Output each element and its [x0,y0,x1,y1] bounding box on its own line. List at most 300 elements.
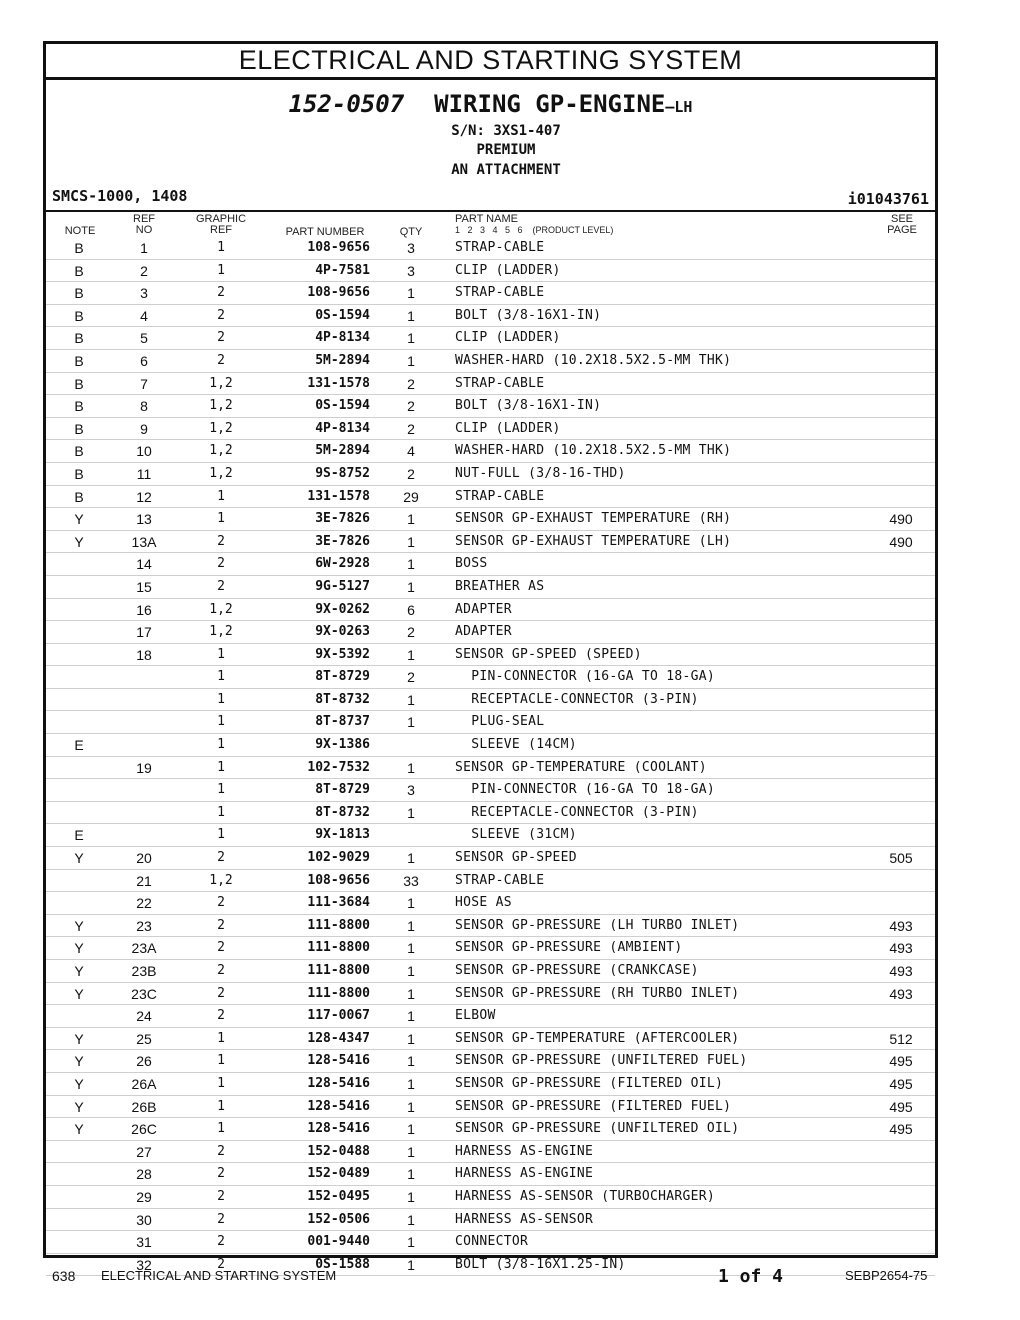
row-graphic-ref: 2 [217,963,225,978]
row-see-page: 495 [889,1075,913,1092]
row-part-number: 9X-1386 [315,737,370,753]
col-see-bottom: PAGE [887,224,917,236]
row-graphic-ref: 1,2 [209,601,233,617]
table-row [46,395,935,418]
table-row [46,689,935,712]
row-note: B [74,420,84,437]
table-row [46,1028,935,1051]
row-part-name: BOLT (3/8-16X1-IN) [455,307,602,323]
table-row [46,486,935,509]
row-ref-no: 15 [136,578,152,595]
row-graphic-ref: 1,2 [209,872,233,888]
row-ref-no: 26A [131,1075,157,1092]
row-qty: 29 [403,488,419,505]
row-ref-no: 13A [131,533,157,550]
row-part-name: SLEEVE (31CM) [455,827,577,843]
row-note: B [74,285,84,302]
row-ref-no: 4 [140,307,148,324]
row-qty: 1 [407,1075,415,1092]
table-row [46,1005,935,1028]
row-ref-no: 9 [140,420,148,437]
row-part-number: 8T-8729 [315,669,370,685]
row-qty: 1 [407,330,415,347]
group-header [46,80,935,210]
table-row [46,1209,935,1232]
table-row [46,463,935,486]
row-qty: 1 [407,963,415,979]
table-row [46,847,935,870]
col-part-name [455,214,613,236]
row-graphic-ref: 1 [217,488,225,504]
table-row [46,418,935,441]
row-part-number: 9X-5392 [315,646,370,662]
col-ref-bottom: NO [135,224,153,236]
table-row [46,1096,935,1119]
row-note: Y [74,1121,84,1138]
row-part-name: STRAP-CABLE [455,240,545,255]
row-qty: 2 [407,624,415,641]
row-see-page: 493 [889,917,913,934]
row-qty: 1 [407,850,415,867]
table-row [46,305,935,328]
row-note: Y [74,917,84,934]
row-part-name: HARNESS AS-SENSOR (TURBOCHARGER) [455,1188,716,1204]
row-graphic-ref: 2 [217,556,225,572]
row-graphic-ref: 1,2 [209,420,233,436]
table-row [46,734,935,757]
row-ref-no: 3 [140,285,148,302]
row-part-number: 152-0495 [307,1188,370,1204]
row-part-number: 4P-8134 [315,330,370,346]
row-graphic-ref: 1 [217,511,225,527]
row-see-page: 490 [889,511,913,528]
row-see-page: 495 [889,1053,913,1070]
row-qty: 1 [407,917,415,934]
row-part-name: SENSOR GP-EXHAUST TEMPERATURE (LH) [455,533,732,549]
row-part-name: RECEPTACLE-CONNECTOR (3-PIN) [455,691,699,707]
row-graphic-ref: 2 [217,1166,225,1182]
row-see-page: 493 [889,985,913,1002]
row-qty: 1 [407,1121,415,1138]
row-note: B [74,375,84,392]
row-graphic-ref: 2 [217,1188,225,1204]
row-ref-no: 2 [140,262,148,279]
col-qty: QTY [399,226,423,238]
row-graphic-ref: 1 [217,1098,225,1114]
row-part-number: 9X-1813 [315,827,370,843]
row-part-name: ELBOW [455,1008,496,1024]
row-qty: 1 [407,646,415,663]
row-qty: 1 [407,556,415,573]
row-graphic-ref: 2 [217,1143,225,1159]
col-graphic-top: GRAPHIC [195,213,247,225]
footer-page-number: 638 [52,1268,76,1284]
row-qty: 1 [407,1166,415,1183]
row-note: Y [74,511,84,528]
row-graphic-ref: 1 [217,646,225,662]
row-ref-no: 11 [136,465,152,482]
row-ref-no: 26 [136,1053,152,1070]
group-name: WIRING GP-ENGINE [434,90,666,118]
table-row [46,1050,935,1073]
row-part-name: HARNESS AS-ENGINE [455,1143,594,1159]
row-ref-no: 18 [136,646,152,663]
row-graphic-ref: 2 [217,917,225,933]
parts-table [46,237,935,1276]
row-ref-no: 5 [140,330,148,347]
row-note: B [74,488,84,505]
col-ref-top: REF [133,213,155,225]
table-row [46,282,935,305]
row-part-number: 131-1578 [307,375,370,391]
row-part-number: 001-9440 [307,1234,370,1250]
row-qty: 2 [407,669,415,686]
row-graphic-ref: 1 [217,691,225,707]
row-part-number: 111-8800 [307,985,370,1001]
row-part-name: BOLT (3/8-16X1-IN) [455,398,602,414]
row-ref-no: 23 [136,917,152,934]
row-ref-no: 23B [131,963,157,979]
row-part-number: 8T-8737 [315,714,370,730]
col-product-level: 1 2 3 4 5 6 (PRODUCT LEVEL) [455,225,614,235]
row-qty: 3 [407,240,415,256]
row-graphic-ref: 2 [217,330,225,346]
row-note: Y [74,940,84,957]
table-row [46,1073,935,1096]
row-part-number: 9G-5127 [315,578,370,594]
table-row [46,576,935,599]
smcs-codes: SMCS-1000, 1408 [52,187,188,205]
group-line-premium: PREMIUM [476,142,536,158]
row-note: Y [74,1098,84,1115]
row-note: E [74,827,84,844]
table-row [46,666,935,689]
row-qty: 3 [407,782,415,799]
row-qty: 1 [407,511,415,528]
table-row [46,621,935,644]
row-qty: 1 [407,1008,415,1025]
row-note: Y [74,1075,84,1092]
row-graphic-ref: 2 [217,940,225,956]
row-part-number: 9X-0263 [315,624,370,640]
row-qty: 1 [407,352,415,369]
row-graphic-ref: 2 [217,895,225,911]
row-ref-no: 27 [136,1143,152,1160]
row-part-name: ADAPTER [455,601,512,617]
row-ref-no: 26C [131,1121,157,1138]
table-row [46,350,935,373]
table-row [46,1186,935,1209]
group-serial: S/N: 3XS1-407 [451,123,561,139]
row-part-name: CLIP (LADDER) [455,330,561,346]
row-see-page: 495 [889,1098,913,1115]
row-part-name: SENSOR GP-SPEED [455,850,577,866]
row-part-name: STRAP-CABLE [455,375,545,391]
row-note: Y [74,985,84,1002]
row-see-page: 493 [889,963,913,979]
row-qty: 1 [407,578,415,595]
row-part-number: 152-0488 [307,1143,370,1159]
row-part-number: 0S-1594 [315,398,370,414]
table-row [46,1141,935,1164]
col-note: NOTE [64,225,96,237]
row-graphic-ref: 1 [217,782,225,798]
row-graphic-ref: 1,2 [209,465,233,481]
row-ref-no: 23C [131,985,157,1002]
table-row [46,599,935,622]
row-ref-no: 19 [136,759,152,776]
group-title-line [46,90,935,118]
row-part-name: STRAP-CABLE [455,872,545,888]
table-row [46,802,935,825]
row-graphic-ref: 1 [217,240,225,255]
row-part-name: BOLT (3/8-16X1.25-IN) [455,1256,626,1272]
row-note: B [74,398,84,415]
row-part-number: 0S-1594 [315,307,370,323]
row-part-number: 102-7532 [307,759,370,775]
row-part-name: PIN-CONNECTOR (16-GA TO 18-GA) [455,782,716,798]
col-part-name-title: PART NAME [455,213,518,225]
row-graphic-ref: 1 [217,1030,225,1046]
col-see-top: SEE [890,213,913,225]
table-row [46,757,935,780]
row-qty: 1 [407,1053,415,1070]
table-row [46,1231,935,1254]
row-part-name: SENSOR GP-PRESSURE (UNFILTERED FUEL) [455,1053,748,1069]
row-part-name: ADAPTER [455,624,512,640]
row-part-name: SLEEVE (14CM) [455,737,577,753]
row-part-name: CONNECTOR [455,1234,529,1250]
row-ref-no: 28 [136,1166,152,1183]
row-graphic-ref: 1 [217,1075,225,1091]
row-graphic-ref: 2 [217,1211,225,1227]
row-graphic-ref: 1,2 [209,398,233,414]
table-row [46,937,935,960]
row-part-name: SENSOR GP-TEMPERATURE (COOLANT) [455,759,707,775]
row-note: B [74,465,84,482]
row-qty: 1 [407,691,415,708]
row-part-name: BOSS [455,556,488,572]
row-part-number: 4P-7581 [315,262,370,278]
row-graphic-ref: 2 [217,1234,225,1250]
row-qty: 1 [407,985,415,1002]
row-qty: 1 [407,714,415,731]
table-row [46,1163,935,1186]
row-part-number: 111-8800 [307,917,370,933]
row-see-page: 505 [889,850,913,867]
row-part-name: SENSOR GP-EXHAUST TEMPERATURE (RH) [455,511,732,527]
row-graphic-ref: 1,2 [209,443,233,459]
row-part-name: CLIP (LADDER) [455,262,561,278]
row-graphic-ref: 2 [217,850,225,866]
row-part-name: STRAP-CABLE [455,488,545,504]
row-part-number: 128-5416 [307,1075,370,1091]
row-see-page: 512 [889,1030,913,1047]
row-part-number: 111-8800 [307,963,370,978]
table-row [46,644,935,667]
row-note: B [74,352,84,369]
row-part-name: CLIP (LADDER) [455,420,561,436]
row-ref-no: 6 [140,352,148,369]
row-part-number: 6W-2928 [315,556,370,572]
row-graphic-ref: 1 [217,827,225,843]
row-part-name: WASHER-HARD (10.2X18.5X2.5-MM THK) [455,443,732,459]
row-graphic-ref: 2 [217,1008,225,1024]
row-part-number: 4P-8134 [315,420,370,436]
row-graphic-ref: 2 [217,985,225,1001]
table-row [46,892,935,915]
row-part-name: SENSOR GP-SPEED (SPEED) [455,646,642,662]
table-row [46,531,935,554]
row-part-number: 3E-7826 [315,511,370,527]
row-qty: 4 [407,443,415,460]
row-part-number: 8T-8729 [315,782,370,798]
row-qty: 1 [407,307,415,324]
row-part-name: HOSE AS [455,895,512,911]
row-part-number: 9X-0262 [315,601,370,617]
row-part-name: SENSOR GP-PRESSURE (CRANKCASE) [455,963,699,978]
header-divider [46,210,935,212]
row-ref-no: 26B [131,1098,157,1115]
row-note: B [74,240,84,256]
row-see-page: 490 [889,533,913,550]
row-qty: 3 [407,262,415,279]
row-graphic-ref: 2 [217,307,225,323]
row-ref-no: 22 [136,895,152,912]
row-part-name: SENSOR GP-PRESSURE (RH TURBO INLET) [455,985,740,1001]
row-note: B [74,262,84,279]
row-note: B [74,307,84,324]
row-qty: 1 [407,285,415,302]
row-graphic-ref: 2 [217,578,225,594]
row-part-number: 111-3684 [307,895,370,911]
table-row [46,373,935,396]
row-graphic-ref: 1 [217,759,225,775]
parts-list-frame [43,41,938,1273]
row-note: E [74,737,84,754]
table-row [46,508,935,531]
row-part-number: 108-9656 [307,285,370,301]
table-row [46,237,935,260]
col-graphic-ref [191,214,251,236]
group-number: 152-0507 [288,90,405,118]
row-qty: 6 [407,601,415,618]
row-part-number: 108-9656 [307,240,370,255]
row-see-page: 493 [889,940,913,957]
row-part-name: STRAP-CABLE [455,285,545,301]
row-part-number: 117-0067 [307,1008,370,1024]
row-ref-no: 7 [140,375,148,392]
table-row [46,983,935,1006]
row-note: B [74,330,84,347]
footer-doc-id: SEBP2654-75 [845,1268,928,1283]
row-part-number: 3E-7826 [315,533,370,549]
table-row [46,327,935,350]
row-ref-no: 8 [140,398,148,415]
row-graphic-ref: 1 [217,714,225,730]
row-ref-no: 25 [136,1030,152,1047]
row-graphic-ref: 1 [217,669,225,685]
row-part-name: SENSOR GP-PRESSURE (FILTERED FUEL) [455,1098,732,1114]
row-part-number: 111-8800 [307,940,370,956]
row-ref-no: 30 [136,1211,152,1228]
row-part-name: BREATHER AS [455,578,545,594]
system-title: ELECTRICAL AND STARTING SYSTEM [46,44,935,80]
row-graphic-ref: 2 [217,533,225,549]
table-row [46,824,935,847]
table-row [46,915,935,938]
group-name-suffix: —LH [665,98,693,116]
row-graphic-ref: 1 [217,262,225,278]
row-qty: 2 [407,398,415,415]
row-part-number: 5M-2894 [315,352,370,368]
row-part-number: 152-0489 [307,1166,370,1182]
row-part-name: PIN-CONNECTOR (16-GA TO 18-GA) [455,669,716,685]
row-part-name: RECEPTACLE-CONNECTOR (3-PIN) [455,804,699,820]
row-note: Y [74,963,84,979]
row-note: B [74,443,84,460]
table-row [46,711,935,734]
row-part-number: 8T-8732 [315,691,370,707]
row-ref-no: 21 [136,872,152,889]
row-graphic-ref: 1,2 [209,375,233,391]
row-ref-no: 31 [136,1234,152,1251]
row-part-name: HARNESS AS-ENGINE [455,1166,594,1182]
row-qty: 1 [407,1188,415,1205]
row-part-name: HARNESS AS-SENSOR [455,1211,594,1227]
row-part-number: 128-5416 [307,1053,370,1069]
row-graphic-ref: 2 [217,285,225,301]
row-qty: 1 [407,1234,415,1251]
row-ref-no: 24 [136,1008,152,1025]
row-qty: 2 [407,420,415,437]
row-part-name: SENSOR GP-PRESSURE (UNFILTERED OIL) [455,1121,740,1137]
row-ref-no: 17 [136,624,152,641]
table-row [46,870,935,893]
row-qty: 1 [407,895,415,912]
row-see-page: 495 [889,1121,913,1138]
row-part-name: SENSOR GP-PRESSURE (LH TURBO INLET) [455,917,740,933]
row-part-name: SENSOR GP-TEMPERATURE (AFTERCOOLER) [455,1030,740,1046]
row-graphic-ref: 1 [217,737,225,753]
row-ref-no: 14 [136,556,152,573]
row-part-name: WASHER-HARD (10.2X18.5X2.5-MM THK) [455,352,732,368]
col-graphic-bottom: REF [210,224,232,236]
row-part-number: 128-5416 [307,1121,370,1137]
row-ref-no: 20 [136,850,152,867]
row-part-name: PLUG-SEAL [455,714,545,730]
row-part-number: 128-5416 [307,1098,370,1114]
row-note: Y [74,533,84,550]
row-ref-no: 12 [136,488,152,505]
row-qty: 2 [407,375,415,392]
row-part-number: 131-1578 [307,488,370,504]
row-graphic-ref: 1 [217,1053,225,1069]
row-ref-no: 23A [131,940,157,957]
row-graphic-ref: 2 [217,1256,225,1272]
row-graphic-ref: 2 [217,352,225,368]
row-part-number: 9S-8752 [315,465,370,481]
row-part-number: 102-9029 [307,850,370,866]
illustration-id: i01043761 [847,190,929,208]
row-qty: 33 [403,872,419,889]
col-ref [126,214,162,236]
row-ref-no: 1 [140,240,148,256]
row-qty: 1 [407,1143,415,1160]
footer-system: ELECTRICAL AND STARTING SYSTEM [101,1268,337,1283]
row-graphic-ref: 1,2 [209,624,233,640]
row-part-name: NUT-FULL (3/8-16-THD) [455,465,626,481]
